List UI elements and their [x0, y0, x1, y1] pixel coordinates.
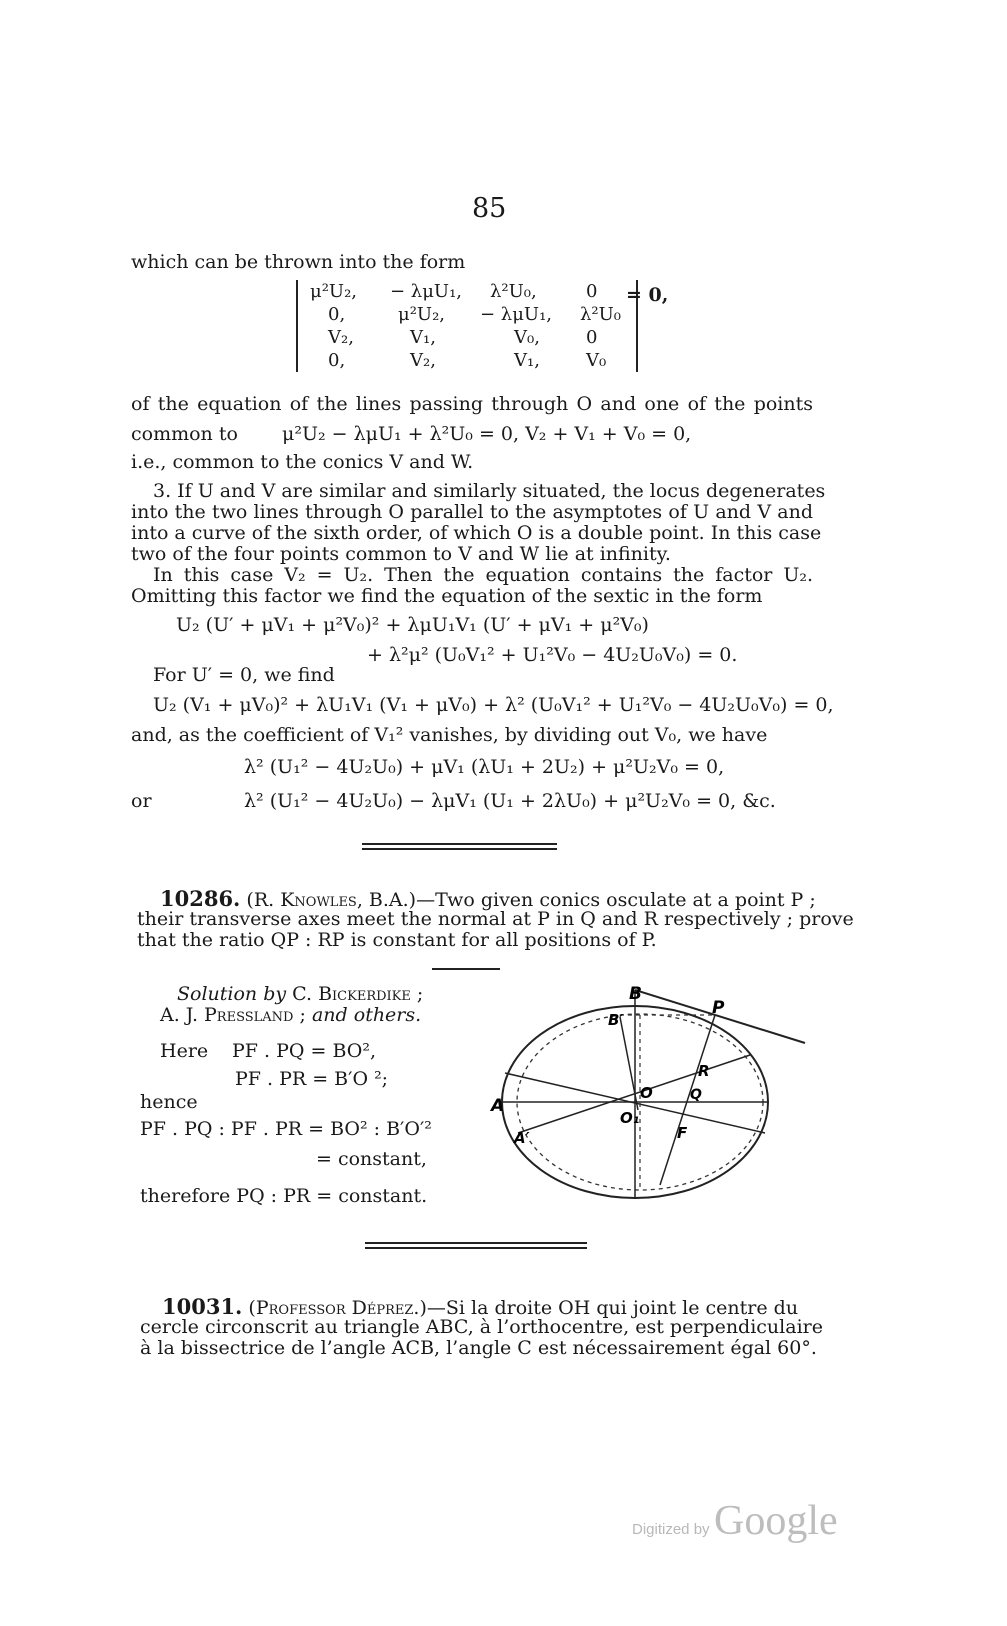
short-rule — [432, 968, 500, 970]
solution-eq3: PF . PQ : PF . PR = BO² : B′O′² — [140, 1118, 432, 1140]
matrix-cell: μ²U₂, — [310, 281, 358, 302]
matrix-cell: 0 — [586, 327, 598, 348]
matrix-cell: 0, — [328, 304, 346, 325]
matrix-row — [297, 326, 637, 349]
matrix-cell: 0, — [328, 350, 346, 371]
here-label: Here — [160, 1040, 209, 1062]
solution-header — [177, 983, 423, 1005]
para1-label: common to — [131, 423, 238, 445]
conics-figure — [480, 975, 810, 1215]
google-logo: Google — [714, 1498, 838, 1544]
matrix-cell: 0 — [586, 281, 598, 302]
problem-text: —Two given conics osculate at a point P ; — [416, 889, 816, 911]
hence-label: hence — [140, 1091, 198, 1113]
label-P: P — [712, 998, 725, 1018]
matrix-cell: V₀, — [514, 327, 540, 348]
para2-line5: In this case V₂ = U₂. Then the equation contains the factor U₂. — [153, 564, 813, 586]
matrix-cell: V₂, — [328, 327, 354, 348]
para2-line1: 3. If U and V are similar and similarly situated, the locus degenerates — [153, 480, 826, 502]
para2-line2: into the two lines through O parallel to the asymptotes of U and V and — [131, 501, 813, 523]
equation-3: U₂ (V₁ + μV₀)² + λU₁V₁ (V₁ + μV₀) + λ² (U₀V₁² + U₁²V₀ − 4U₂U₀V₀) = 0, — [153, 694, 834, 716]
problem-text: —Si la droite OH qui joint le centre du — [426, 1297, 799, 1319]
para2-line4: two of the four points common to V and W lie at infinity. — [131, 543, 671, 565]
matrix-cell: − λμU₁, — [480, 304, 553, 325]
solution-others: and others. — [311, 1004, 422, 1026]
matrix-cell: − λμU₁, — [390, 281, 463, 302]
label-O: O — [640, 1084, 653, 1102]
determinant-rhs: = 0, — [626, 284, 669, 306]
problem-10031-line2: cercle circonscrit au triangle ABC, à l’orthocentre, est perpendiculaire — [140, 1316, 823, 1338]
solution-eq1: PF . PQ = BO², — [232, 1040, 376, 1062]
solution-author2: A. J. Pressland ; — [160, 1004, 306, 1026]
problem-author: (R. Knowles, B.A.) — [246, 889, 417, 911]
solution-line2 — [160, 1004, 421, 1026]
for-line: For U′ = 0, we find — [153, 664, 335, 686]
matrix-cell: V₁, — [410, 327, 436, 348]
therefore-line: therefore PQ : PR = constant. — [140, 1185, 428, 1207]
problem-10286-line3: that the ratio QP : RP is constant for all positions of P. — [137, 929, 657, 951]
problem-10286-line2: their transverse axes meet the normal at P in Q and R respectively ; prove — [137, 908, 854, 930]
divider-rule — [362, 848, 557, 850]
determinant-table — [296, 280, 638, 372]
watermark-small: Digitized by — [632, 1521, 710, 1538]
label-R: R — [698, 1062, 710, 1080]
equation-2: + λ²μ² (U₀V₁² + U₁²V₀ − 4U₂U₀V₀) = 0. — [367, 644, 738, 666]
solution-eq4: = constant, — [316, 1148, 427, 1170]
equation-5: λ² (U₁² − 4U₂U₀) − λμV₁ (U₁ + 2λU₀) + μ²U₂V₀ = 0, &c. — [244, 790, 776, 812]
label-A-prime: A′ — [514, 1129, 530, 1147]
or-label: or — [131, 790, 152, 812]
para1-line1: of the equation of the lines passing through O and one of the points — [131, 393, 813, 415]
matrix-cell: V₀ — [586, 350, 607, 371]
problem-10031-line3: à la bissectrice de l’angle ACB, l’angle C est nécessairement égal 60°. — [140, 1337, 817, 1359]
matrix-row — [297, 349, 637, 372]
problem-number: 10286. — [160, 886, 241, 911]
label-B-prime: B′ — [608, 1011, 624, 1029]
solution-author: C. Bickerdike ; — [292, 983, 424, 1005]
divider-rule — [365, 1247, 587, 1249]
intro-text: which can be thrown into the form — [131, 251, 466, 273]
solution-eq2: PF . PR = B′O ²; — [235, 1068, 389, 1090]
determinant — [296, 280, 638, 372]
label-F: F — [677, 1124, 688, 1142]
matrix-cell: λ²U₀, — [490, 281, 537, 302]
label-A: A — [491, 1096, 505, 1116]
matrix-cell: λ²U₀ — [580, 304, 622, 325]
para2-line6: Omitting this factor we find the equation of the sextic in the form — [131, 585, 763, 607]
para2-line3: into a curve of the sixth order, of which O is a double point. In this case — [131, 522, 822, 544]
digitized-watermark — [632, 1497, 838, 1545]
divider-rule — [365, 1242, 587, 1244]
matrix-row — [297, 303, 637, 326]
matrix-cell: V₁, — [514, 350, 540, 371]
solution-label: Solution by — [177, 983, 287, 1005]
normal-line — [660, 1015, 715, 1185]
label-O1: O₁ — [620, 1109, 640, 1127]
problem-author: (Professor Déprez.) — [248, 1297, 427, 1319]
divider-rule — [362, 843, 557, 845]
equation-1: U₂ (U′ + μV₁ + μ²V₀)² + λμU₁V₁ (U′ + μV₁ + μ²V₀) — [176, 614, 649, 636]
matrix-cell: V₂, — [410, 350, 436, 371]
para1-equation: μ²U₂ − λμU₁ + λ²U₀ = 0, V₂ + V₁ + V₀ = 0, — [282, 423, 692, 445]
matrix-cell: μ²U₂, — [398, 304, 446, 325]
label-B: B — [629, 984, 642, 1004]
and-line: and, as the coefficient of V₁² vanishes, by dividing out V₀, we have — [131, 724, 768, 746]
matrix-row — [297, 280, 637, 303]
equation-4: λ² (U₁² − 4U₂U₀) + μV₁ (λU₁ + 2U₂) + μ²U₂V₀ = 0, — [244, 756, 725, 778]
label-Q: Q — [690, 1087, 702, 1103]
page-number: 85 — [472, 193, 507, 224]
problem-number: 10031. — [162, 1294, 243, 1319]
para1-line3: i.e., common to the conics V and W. — [131, 451, 474, 473]
